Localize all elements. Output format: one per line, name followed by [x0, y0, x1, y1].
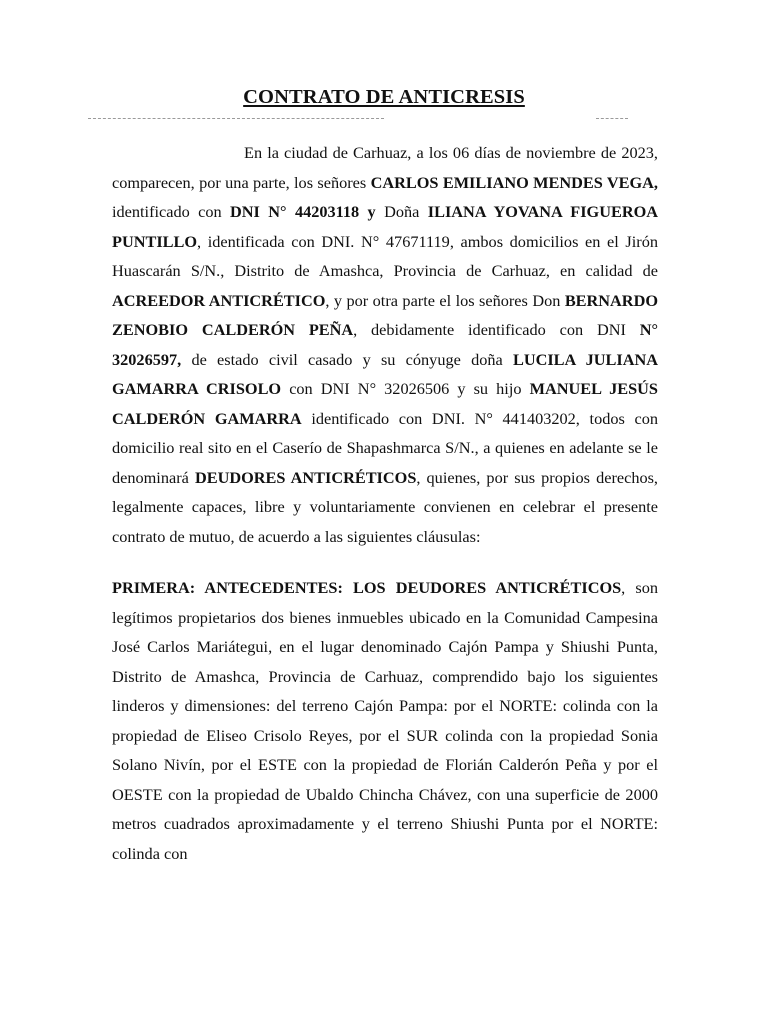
text-run: , son legítimos propietarios dos bienes inmuebles ubicado en la Comunidad Campesina José Carlos Mariátegui, en el lugar denominado Cajón Pampa y Shiushi Punta, Distrito de Amashca, Provincia de Carhuaz, comprendido bajo los siguientes linderos y dimensiones: del terreno Cajón Pampa: por el NORTE: colinda con la propiedad de Eliseo Crisolo Reyes, por el SUR colinda con la propiedad Sonia Solano Nivín, por el ESTE con la propiedad de Florián Calderón Peña y por el OESTE con la propiedad de Ubaldo Chincha Chávez, con una superficie de 2000 metros cuadrados aproximadamente y el terreno Shiushi Punta por el NORTE: colinda con — [112, 578, 658, 863]
dashed-separator-right — [596, 118, 628, 119]
bold-run: CARLOS EMILIANO MENDES VEGA, — [370, 172, 658, 192]
text-run: , y por otra parte el los señores Don — [325, 290, 565, 310]
paragraph-clause-primera — [112, 573, 658, 868]
bold-run: DNI N° 44203118 y — [230, 202, 376, 221]
text-run: identificado con — [112, 202, 231, 221]
text-run: Doña — [375, 202, 428, 221]
bold-run: ILIANA YOVANA FIGUEROA PUNTILLO — [112, 202, 659, 251]
document-title: CONTRATO DE ANTICRESIS — [243, 86, 525, 108]
text-run: , identificada con DNI. N° 47671119, ambos domicilios en el Jirón Huascarán S/N., Distrito de Amashca, Provincia de Carhuaz, en calidad de — [112, 231, 658, 280]
bold-run: DEUDORES ANTICRÉTICOS — [194, 467, 417, 487]
paragraph-intro — [112, 138, 658, 551]
text-run: con DNI N° 32026506 y su hijo — [281, 379, 530, 398]
bold-run: LUCILA JULIANA GAMARRA CRISOLO — [112, 349, 659, 398]
text-run: de estado civil casado y su cónyuge doña — [181, 349, 513, 369]
bold-run: ACREEDOR ANTICRÉTICO — [112, 290, 326, 310]
bold-run: BERNARDO ZENOBIO CALDERÓN PEÑA — [112, 290, 658, 339]
text-run: identificado con DNI. N° 441403202, todos con domicilio real sito en el Caserío de Shapashmarca S/N., a quienes en adelante se le denominará — [112, 408, 659, 487]
dashed-separator-left — [88, 118, 384, 119]
document-body — [112, 138, 658, 868]
bold-run: N° 32026597, — [112, 320, 658, 369]
text-run: En la ciudad de Carhuaz, a los 06 días de noviembre de 2023, comparecen, por una parte, los señores — [112, 143, 658, 192]
text-run: , debidamente identificado con DNI — [353, 320, 640, 339]
bold-run: MANUEL JESÚS CALDERÓN GAMARRA — [112, 379, 658, 428]
text-run: , quienes, por sus propios derechos, legalmente capaces, libre y voluntariamente convienen en celebrar el presente contrato de mutuo, de acuerdo a las siguientes cláusulas: — [112, 467, 659, 546]
clause-heading: PRIMERA: ANTECEDENTES: LOS DEUDORES ANTICRÉTICOS — [112, 578, 622, 597]
